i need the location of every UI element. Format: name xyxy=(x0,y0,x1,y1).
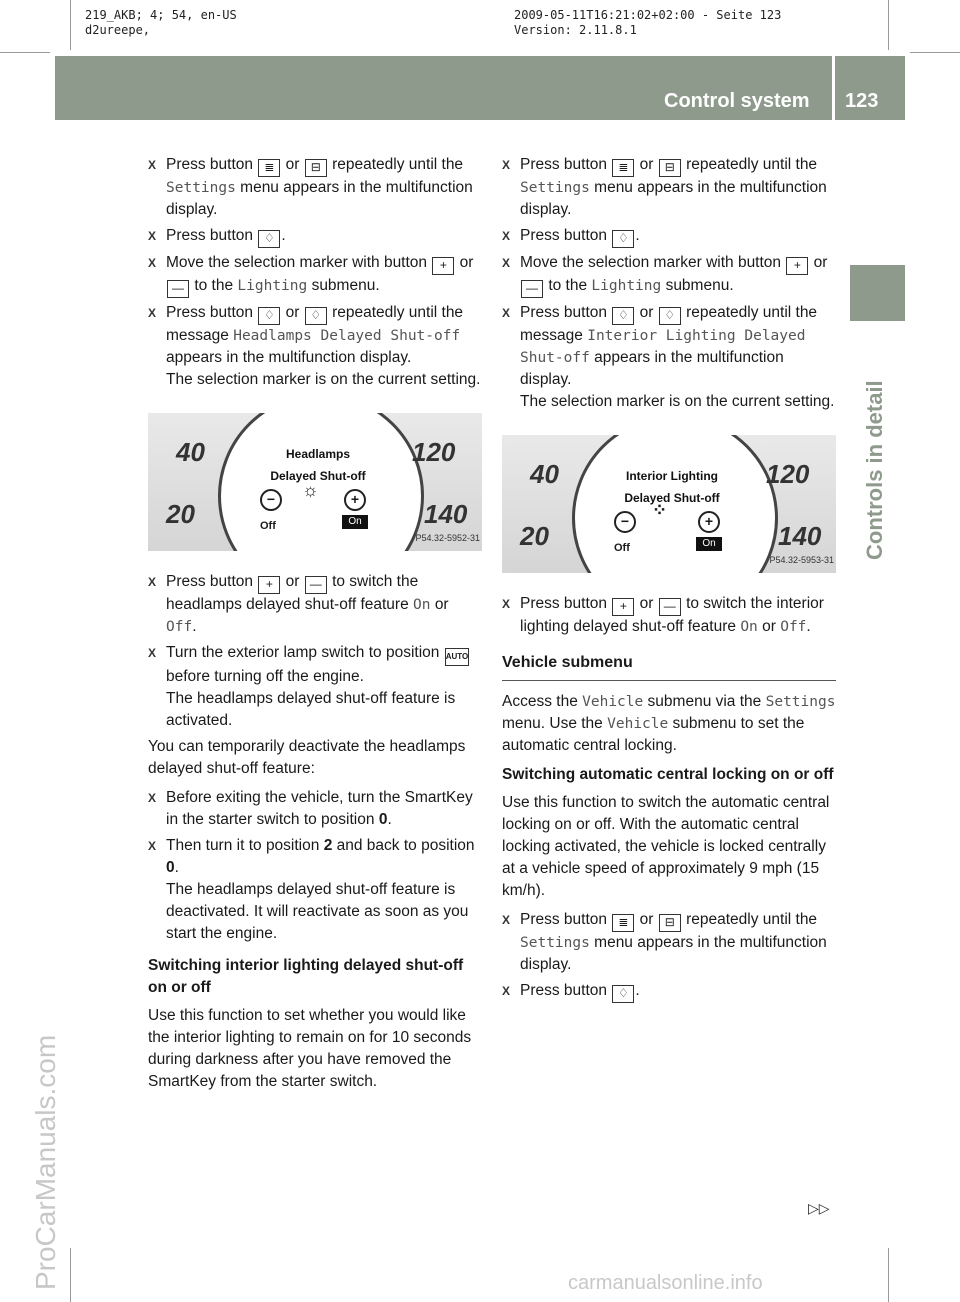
step xyxy=(502,154,836,221)
text: The headlamps delayed shut-off feature is activated. xyxy=(166,690,456,729)
text: or xyxy=(639,595,654,612)
position-value: 2 xyxy=(323,837,333,854)
display-text: Settings xyxy=(166,180,236,196)
down-button-icon: ♢ xyxy=(305,307,327,325)
gauge-number: 40 xyxy=(530,459,559,489)
text: or xyxy=(459,254,474,271)
step: X Press button + or — to switch the interior lighting delayed shut-off feature On or Off. xyxy=(502,593,836,638)
text: to switch the interior lighting delayed shut-off feature xyxy=(520,595,824,635)
display-text: Lighting xyxy=(237,278,308,294)
text: repeatedly until the message xyxy=(166,304,464,344)
step xyxy=(148,642,482,732)
plus-circle-icon: + xyxy=(698,511,720,533)
text: appears in the multifunction display. xyxy=(520,349,784,388)
minus-button-icon: — xyxy=(167,280,189,298)
text: repeatedly until the xyxy=(686,911,818,928)
on-label: On xyxy=(696,537,722,551)
side-tab xyxy=(850,265,905,321)
text: to switch the headlamps delayed shut-off feature xyxy=(166,573,419,613)
gauge-number: 120 xyxy=(766,459,810,489)
position-value: 0 xyxy=(378,811,388,828)
text: before turning off the engine. xyxy=(166,668,364,685)
up-button-icon: ♢ xyxy=(612,307,634,325)
text: appears in the multifunction display. xyxy=(166,349,412,366)
display-text: Off xyxy=(166,619,193,635)
menu-button-icon: ⊟ xyxy=(659,159,681,177)
plus-button-icon: + xyxy=(786,257,808,275)
plus-circle-icon: + xyxy=(344,489,366,511)
text: submenu via the xyxy=(647,693,762,710)
meta-line: d2ureepe, xyxy=(85,23,151,37)
paragraph: You can temporarily deactivate the headlamps delayed shut-off feature: xyxy=(148,738,466,777)
up-button-icon: ♢ xyxy=(612,230,634,248)
meta-right xyxy=(514,8,781,38)
gauge-number: 120 xyxy=(412,437,456,467)
gauge-number: 20 xyxy=(166,499,195,529)
text: submenu. xyxy=(665,277,734,294)
text: Press button xyxy=(520,595,608,612)
display-title xyxy=(602,465,742,509)
minus-button-icon: — xyxy=(305,576,327,594)
text: or xyxy=(285,156,300,173)
text: menu appears in the multifunction display. xyxy=(520,179,827,218)
crop-mark xyxy=(888,1248,889,1302)
minus-circle-icon: − xyxy=(260,489,282,511)
display-text: Interior Lighting Delayed Shut-off xyxy=(520,328,806,366)
text: or xyxy=(639,911,654,928)
text: or xyxy=(434,596,449,613)
text: The headlamps delayed shut-off feature is deactivated. It will reactivate as soon as you start the engine. xyxy=(166,881,469,942)
page-number: 123 xyxy=(845,90,879,112)
menu-button-icon: ⊟ xyxy=(305,159,327,177)
crop-mark xyxy=(70,0,71,50)
figure-code: P54.32-5953-31 xyxy=(769,555,834,565)
off-label: Off xyxy=(614,542,630,554)
text: Press button xyxy=(166,227,254,244)
menu-button-icon: ≣ xyxy=(612,159,634,177)
page-title: Control system xyxy=(664,90,810,112)
text: Press button xyxy=(520,156,608,173)
headlamp-icon: ☼ xyxy=(302,480,319,500)
display-text: Vehicle xyxy=(607,716,669,732)
text: Press button xyxy=(520,982,608,999)
text: or xyxy=(762,618,776,635)
up-button-icon: ♢ xyxy=(258,307,280,325)
down-button-icon: ♢ xyxy=(659,307,681,325)
section-heading: Vehicle submenu xyxy=(502,652,836,681)
crop-mark xyxy=(888,0,889,50)
display-text: Lighting xyxy=(591,278,662,294)
text: or xyxy=(813,254,828,271)
step xyxy=(502,909,836,976)
text: Press button xyxy=(520,911,608,928)
minus-button-icon: — xyxy=(659,598,681,616)
text: Access the xyxy=(502,693,578,710)
plus-button-icon: + xyxy=(432,257,454,275)
text: repeatedly until the xyxy=(332,156,464,173)
step: X Press button ♢ . xyxy=(502,225,836,248)
display-text: Settings xyxy=(520,180,590,196)
subheading: Switching automatic central locking on or off xyxy=(502,766,834,783)
text: Press button xyxy=(520,227,608,244)
paragraph: Use this function to switch the automatic central locking on or off. With the automatic central locking activated, the vehicle is locked centrally at a vehicle speed of approximately 9 mph (15 km/h). xyxy=(502,794,830,899)
off-label: Off xyxy=(260,520,276,532)
step xyxy=(502,252,836,298)
right-column xyxy=(502,154,836,1007)
menu-button-icon: ≣ xyxy=(612,914,634,932)
meta-line: 219_AKB; 4; 54, en-US xyxy=(85,8,237,22)
step: X Then turn it to position 2 and back to position 0. The headlamps delayed shut-off feature is deactivated. It will reactivate as soon as you start the engine. xyxy=(148,835,482,945)
step xyxy=(148,154,482,221)
text: or xyxy=(285,304,300,321)
menu-button-icon: ≣ xyxy=(258,159,280,177)
text: Move the selection marker with button xyxy=(520,254,782,271)
display-text: Vehicle xyxy=(582,694,644,710)
minus-circle-icon: − xyxy=(614,511,636,533)
display-text: On xyxy=(413,597,431,613)
auto-icon: AUTO xyxy=(445,648,470,666)
text: submenu. xyxy=(311,277,380,294)
crop-mark xyxy=(70,1248,71,1302)
text: repeatedly until the xyxy=(686,156,818,173)
display-text: Settings xyxy=(520,935,590,951)
display-title-line: Interior Lighting xyxy=(626,469,718,483)
display-title-line: Delayed Shut-off xyxy=(270,469,366,483)
gauge-number: 140 xyxy=(424,499,468,529)
meta-line: Version: 2.11.8.1 xyxy=(514,23,637,37)
crop-mark xyxy=(910,52,960,53)
step xyxy=(148,302,482,391)
paragraph: Use this function to set whether you would like the interior lighting to remain on for 10 seconds during darkness after you have removed the SmartKey from the starter switch. xyxy=(148,1007,472,1090)
gauge-number: 40 xyxy=(176,437,205,467)
dashboard-figure xyxy=(502,435,836,573)
text: menu. Use the xyxy=(502,715,603,732)
text: Then turn it to position xyxy=(166,837,320,854)
watermark-footer: carmanualsonline.info xyxy=(568,1272,763,1294)
display-text: Settings xyxy=(765,694,836,710)
text: and back to position xyxy=(336,837,475,854)
step xyxy=(502,302,836,413)
display-text: On xyxy=(740,619,758,635)
step: X Press button + or — to switch the headlamps delayed shut-off feature On or Off. xyxy=(148,571,482,638)
display-title-line: Headlamps xyxy=(285,447,351,461)
paragraph xyxy=(502,691,836,757)
continue-arrows-icon: ▷▷ xyxy=(808,1200,830,1216)
up-button-icon: ♢ xyxy=(612,985,634,1003)
subheading: Switching interior lighting delayed shut-off on or off xyxy=(148,957,464,996)
header-divider xyxy=(832,56,835,120)
display-text: Headlamps Delayed Shut-off xyxy=(233,328,461,344)
menu-button-icon: ⊟ xyxy=(659,914,681,932)
text: to the xyxy=(548,277,588,294)
side-section-label: Controls in detail xyxy=(862,380,887,560)
text: or xyxy=(285,573,300,590)
dashboard-figure xyxy=(148,413,482,551)
text: Press button xyxy=(520,304,608,321)
figure-code: P54.32-5952-31 xyxy=(415,533,480,543)
step xyxy=(148,252,482,298)
text: submenu to set the automatic central locking. xyxy=(502,715,805,754)
position-value: 0 xyxy=(166,859,175,876)
text: menu appears in the multifunction display. xyxy=(166,179,473,218)
text: Press button xyxy=(166,156,254,173)
minus-button-icon: — xyxy=(521,280,543,298)
crop-mark xyxy=(0,52,50,53)
meta-line: 2009-05-11T16:21:02+02:00 - Seite 123 xyxy=(514,8,782,22)
text: Press button xyxy=(166,304,254,321)
watermark: ProCarManuals.com xyxy=(30,1034,61,1290)
text: menu appears in the multifunction display. xyxy=(520,934,827,973)
text: Before exiting the vehicle, turn the SmartKey in the starter switch to position xyxy=(166,789,473,828)
up-button-icon: ♢ xyxy=(258,230,280,248)
text: The selection marker is on the current setting. xyxy=(520,393,835,410)
step: X Press button ♢ . xyxy=(502,980,836,1003)
step: X Before exiting the vehicle, turn the SmartKey in the starter switch to position 0. xyxy=(148,787,482,831)
text: repeatedly until the message xyxy=(520,304,818,344)
text: Turn the exterior lamp switch to position xyxy=(166,644,440,661)
display-text: Off xyxy=(780,619,807,635)
text: to the xyxy=(194,277,234,294)
text: Press button xyxy=(166,573,254,590)
text: The selection marker is on the current setting. xyxy=(166,371,481,388)
interior-light-icon: ⁘ xyxy=(652,500,668,520)
text: Move the selection marker with button xyxy=(166,254,428,271)
step: X Press button ♢ . xyxy=(148,225,482,248)
gauge-number: 20 xyxy=(520,521,549,551)
gauge-number: 140 xyxy=(778,521,822,551)
text: or xyxy=(639,304,654,321)
text: or xyxy=(639,156,654,173)
display-title-line: Delayed Shut-off xyxy=(624,491,720,505)
plus-button-icon: + xyxy=(258,576,280,594)
on-label: On xyxy=(342,515,368,529)
plus-button-icon: + xyxy=(612,598,634,616)
left-column xyxy=(148,154,482,1100)
meta-left xyxy=(85,8,237,38)
